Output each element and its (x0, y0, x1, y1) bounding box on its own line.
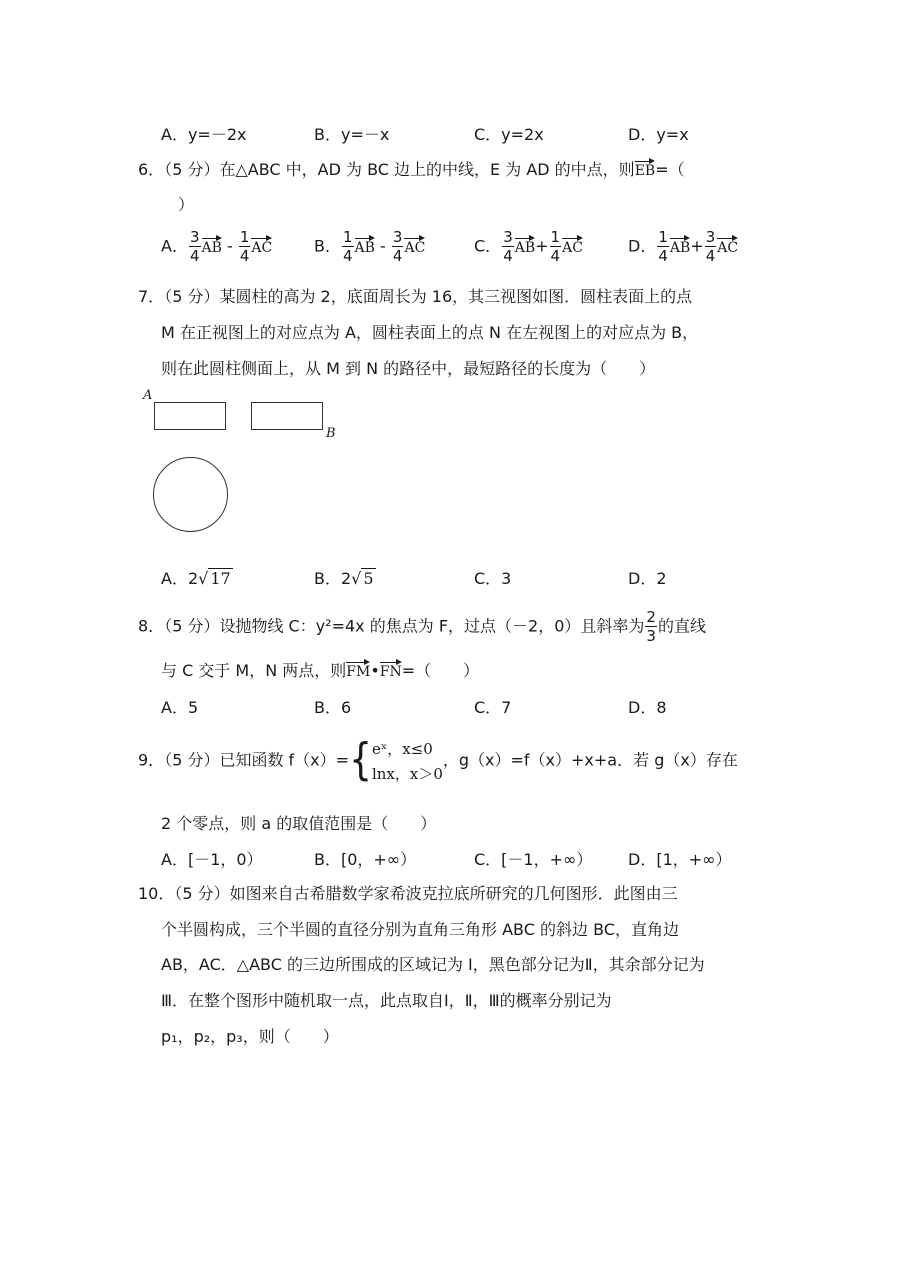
q7-option-c: C．3 (474, 569, 512, 588)
q7-stem-line1: 7．（5 分）某圆柱的高为 2，底面周长为 16，其三视图如图．圆柱表面上的点 (138, 287, 693, 306)
q10-stem-line1: 10．（5 分）如图来自古希腊数学家希波克拉底所研究的几何图形．此图由三 (138, 884, 678, 903)
piecewise-brace: { (349, 735, 372, 785)
q9-option-b: B．[0，+∞） (314, 850, 417, 869)
q10-stem-line2: 个半圆构成，三个半圆的直径分别为直角三角形 ABC 的斜边 BC，直角边 (161, 920, 679, 939)
q5-option-a: A．y=－2x (161, 125, 247, 144)
q5-option-c: C．y=2x (474, 125, 544, 144)
q7-option-a: A．2√ 17 (161, 569, 231, 588)
q8-option-a: A．5 (161, 698, 199, 717)
q6-option-b: B． $\frac{1}{4}$ AB - $\frac{3}{4}$ AC (314, 228, 426, 265)
q8-number: 8． (138, 616, 165, 636)
radical: 5 (363, 569, 374, 588)
q7-stem-line2: M 在正视图上的对应点为 A，圆柱表面上的点 N 在左视图上的对应点为 B， (161, 323, 699, 342)
figure-label-a: A (143, 388, 153, 403)
q7-stem-line3: 则在此圆柱侧面上，从 M 到 N 的路径中，最短路径的长度为（ ） (161, 359, 656, 378)
q10-stem-line5: p₁，p₂，p₃，则（ ） (161, 1027, 339, 1046)
q8-stem-line1: 8．（5 分）设抛物线 C：y²=4x 的焦点为 F，过点（－2，0）且斜率为 $\frac{2}{3}$ 的直线 (138, 608, 706, 645)
fraction: $\frac{3}{4}$ (189, 228, 200, 265)
q9-option-d: D．[1，+∞） (628, 850, 732, 869)
q8-option-b: B．6 (314, 698, 352, 717)
q10-number: 10． (138, 884, 175, 903)
q7-number: 7． (138, 287, 165, 306)
fraction: $\frac{3}{4}$ (503, 228, 513, 265)
q9-stem-line1: 9．（5 分）已知函数 f（x）={ eˣ，x≤0 lnx，x＞0 ，g（x）=f（x）+x+a．若 g（x）存在 (138, 735, 738, 785)
side-view-rectangle (251, 402, 323, 430)
q6-stem (138, 157, 685, 180)
fraction: $\frac{3}{4}$ (705, 228, 716, 265)
q8-vector-fn: FN (380, 661, 402, 680)
fraction: $\frac{3}{4}$ (392, 228, 403, 265)
q10-stem-line3: AB，AC．△ABC 的三边所围成的区域记为 I，黑色部分记为Ⅱ，其余部分记为 (161, 955, 705, 974)
q6-stem-close: ） (178, 195, 195, 214)
fraction: $\frac{1}{4}$ (658, 228, 668, 265)
q9-option-a: A．[－1，0） (161, 850, 263, 869)
q10-stem-line4: Ⅲ．在整个图形中随机取一点，此点取自Ⅰ，Ⅱ，Ⅲ的概率分别记为 (161, 991, 612, 1010)
q8-vector-fm: FM (346, 661, 370, 680)
radical: 17 (210, 569, 231, 588)
q5-option-d: D．y=x (628, 125, 689, 144)
piecewise-cases: eˣ，x≤0 lnx，x＞0 (371, 740, 443, 783)
figure-label-b: B (326, 426, 336, 441)
front-view-rectangle (154, 402, 226, 430)
q9-number: 9． (138, 750, 165, 770)
fraction: $\frac{1}{4}$ (550, 228, 561, 265)
fraction: $\frac{1}{4}$ (239, 228, 250, 265)
q5-option-b: B．y=－x (314, 125, 390, 144)
q6-option-d: D． $\frac{1}{4}$ AB+ $\frac{3}{4}$ AC (628, 228, 739, 265)
q6-text: （5 分）在△ABC 中，AD 为 BC 边上的中线，E 为 AD 的中点，则 (164, 160, 635, 179)
q7-option-b: B．2√ 5 (314, 569, 374, 588)
q8-option-d: D．8 (628, 698, 667, 717)
slope-fraction: $\frac{2}{3}$ (646, 608, 656, 645)
q9-option-c: C．[－1，+∞） (474, 850, 593, 869)
q6-option-a: A． $\frac{3}{4}$ AB - $\frac{1}{4}$ AC (161, 228, 273, 265)
fraction: $\frac{1}{4}$ (342, 228, 353, 265)
q6-number: 6． (138, 160, 165, 179)
top-view-circle (153, 457, 228, 532)
q8-option-c: C．7 (474, 698, 512, 717)
q6-vector-eb: EB (635, 160, 656, 179)
q8-stem-line2: 与 C 交于 M，N 两点，则FM•FN=（ ） (161, 661, 480, 680)
q6-option-c: C． $\frac{3}{4}$ AB+ $\frac{1}{4}$ AC (474, 228, 583, 265)
q9-stem-line2: 2 个零点，则 a 的取值范围是（ ） (161, 814, 437, 833)
q6-tail: =（ (655, 160, 685, 179)
q7-option-d: D．2 (628, 569, 667, 588)
